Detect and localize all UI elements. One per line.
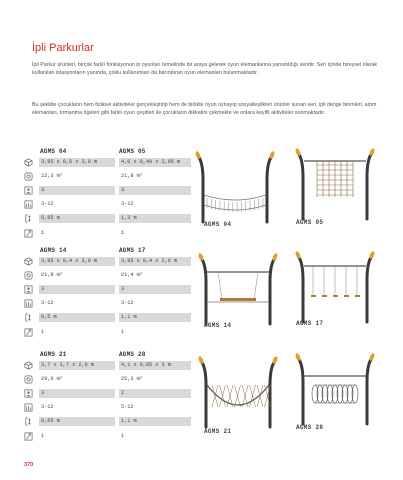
spec-row	[24, 158, 192, 168]
product-code-header: AGMS 05	[119, 148, 146, 155]
product-code-header: AGMS 21	[40, 351, 67, 358]
spec-value: 3,7 x 1,7 x 2,6 m	[39, 361, 115, 370]
spec-value: 1	[41, 329, 45, 335]
dimensions-icon	[24, 158, 33, 167]
spec-value: 1	[121, 230, 125, 236]
dimensions-icon	[24, 257, 33, 266]
spec-row	[24, 285, 192, 295]
spec-table	[24, 351, 192, 443]
spec-row	[24, 257, 192, 267]
spec-value: 3-12	[121, 201, 134, 207]
safety-area-icon	[24, 375, 33, 384]
spec-row	[24, 229, 192, 239]
installation-icon	[24, 229, 33, 238]
spec-value: 21,8 m²	[41, 272, 63, 278]
spec-table	[24, 247, 192, 339]
capacity-icon	[24, 389, 33, 398]
spec-value: 3	[119, 186, 191, 195]
spec-value: 1,1 m	[119, 313, 191, 322]
spec-value: 3	[119, 285, 191, 294]
product-label: AGMS 04	[204, 221, 232, 228]
fall-height-icon	[24, 214, 33, 223]
product-label: AGMS 14	[204, 322, 232, 329]
description-paragraph: Bu şekilde çocukların hem fiziksel aktiviteler gerçekleştirip hem de birlikte oyun oynayıp sosyalleştikleri ürünler sunan seri, ipli denge birimleri, adım elemanları, tırmanma ögeleri gibi farklı oyun çeşitleri ile çocukların dikkatini çekmekte ve onlara keyifli aktiviteler sunmaktadır.	[32, 102, 377, 116]
product-illustration	[295, 250, 375, 325]
spec-row	[24, 186, 192, 196]
spec-value: 3	[39, 186, 115, 195]
product-code-header: AGMS 04	[40, 148, 67, 155]
spec-row	[24, 313, 192, 323]
spec-value: 5-12	[121, 404, 134, 410]
spec-value: 1,3 m	[119, 214, 191, 223]
spec-value: 0,65 m	[39, 214, 115, 223]
capacity-icon	[24, 285, 33, 294]
safety-area-icon	[24, 271, 33, 280]
spec-value: 3-12	[41, 404, 54, 410]
spec-row	[24, 417, 192, 427]
spec-value: 3-12	[41, 201, 54, 207]
spec-value: 1,1 m	[119, 417, 191, 426]
fall-height-icon	[24, 417, 33, 426]
product-illustration	[198, 355, 278, 430]
fall-height-icon	[24, 313, 33, 322]
spec-value: 3-12	[41, 300, 54, 306]
spec-value: 1	[121, 329, 125, 335]
spec-table	[24, 148, 192, 240]
spec-row	[24, 200, 192, 210]
spec-value: 3,95 x 0,4 x 3,0 m	[39, 257, 115, 266]
product-illustration	[195, 150, 275, 225]
spec-value: 3,95 x 0,5 x 3,0 m	[39, 158, 115, 167]
installation-icon	[24, 432, 33, 441]
product-illustration	[295, 352, 375, 427]
spec-value: 1	[41, 230, 45, 236]
spec-value: 0,5 m	[39, 313, 115, 322]
safety-area-icon	[24, 172, 33, 181]
product-illustration	[198, 252, 278, 327]
product-illustration	[295, 147, 375, 222]
spec-value: 25,3 m²	[121, 376, 143, 382]
spec-value: 4,1 x 0,85 x 3 m	[119, 361, 191, 370]
spec-row	[24, 172, 192, 182]
installation-icon	[24, 328, 33, 337]
spec-row	[24, 375, 192, 385]
product-label: AGMS 17	[296, 320, 324, 327]
product-code-header: AGMS 28	[119, 351, 146, 358]
spec-row	[24, 432, 192, 442]
product-code-header: AGMS 14	[40, 247, 67, 254]
spec-value: 3,95 x 0,4 x 2,6 m	[119, 257, 191, 266]
spec-value: 21,4 m²	[121, 272, 143, 278]
intro-paragraph: İpli Parkur ürünleri, birçok farklı fonksiyonun ip oyunları temelinde bir araya gelerek oyun elemanlarına yansıtıldığı seridir. Seri içinde bireysel olarak kullanılan istasyonların yanında, çoklu kullanımları da barındıran oyun elemanları bulunmaktadır.	[32, 62, 378, 76]
spec-value: 3	[39, 389, 115, 398]
product-label: AGMS 28	[296, 424, 324, 431]
spec-value: 4,0 x 0,40 x 2,95 m	[119, 158, 191, 167]
spec-row	[24, 389, 192, 399]
page-title: İpli Parkurlar	[32, 42, 94, 54]
spec-value: 1	[121, 433, 125, 439]
spec-value: 22,3 m²	[41, 173, 63, 179]
product-label: AGMS 21	[204, 428, 232, 435]
spec-value: 29,6 m²	[41, 376, 63, 382]
age-group-icon	[24, 403, 33, 412]
product-code-header: AGMS 17	[119, 247, 146, 254]
product-label: AGMS 05	[296, 219, 324, 226]
page-number: 370	[24, 462, 34, 468]
spec-row	[24, 299, 192, 309]
spec-row	[24, 271, 192, 281]
spec-row	[24, 403, 192, 413]
age-group-icon	[24, 200, 33, 209]
dimensions-icon	[24, 361, 33, 370]
age-group-icon	[24, 299, 33, 308]
spec-row	[24, 328, 192, 338]
spec-value: 1	[41, 433, 45, 439]
spec-value: 3	[39, 285, 115, 294]
capacity-icon	[24, 186, 33, 195]
spec-value: 3-12	[121, 300, 134, 306]
spec-value: 21,8 m²	[121, 173, 143, 179]
spec-value: 0,65 m	[39, 417, 115, 426]
spec-value: 2	[119, 389, 191, 398]
spec-row	[24, 361, 192, 371]
spec-row	[24, 214, 192, 224]
